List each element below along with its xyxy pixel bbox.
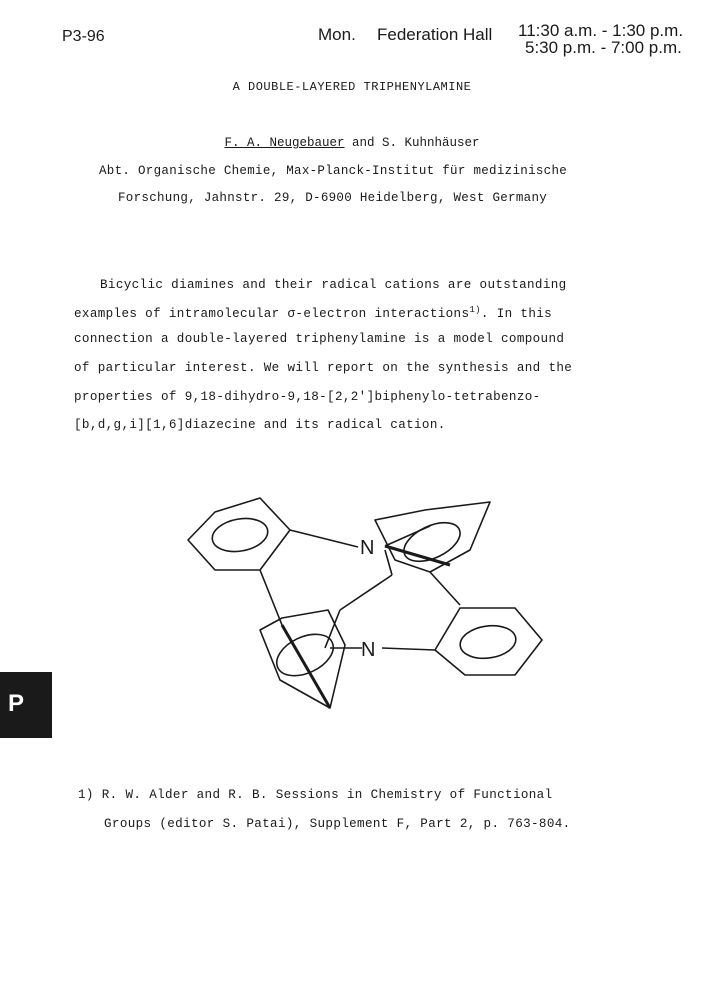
nitrogen-atom-bottom: N [361, 639, 376, 661]
body-line-4: of particular interest. We will report on the synthesis and the [74, 361, 573, 375]
body-line-6: [b,d,g,i][1,6]diazecine and its radical cation. [74, 418, 446, 432]
bond [385, 526, 430, 546]
body-line-3: connection a double-layered triphenylamine is a model compound [74, 332, 565, 346]
section-tab [0, 672, 52, 738]
aromatic-circle [210, 514, 271, 555]
authors-line [0, 136, 704, 150]
body-line-5: properties of 9,18-dihydro-9,18-[2,2']biphenylo-tetrabenzo- [74, 390, 541, 404]
bond [290, 530, 358, 547]
session-time-1: 11:30 a.m. - 1:30 p.m. [518, 21, 684, 40]
author-2: S. Kuhnhäuser [382, 136, 480, 150]
affiliation-line-1: Abt. Organische Chemie, Max-Planck-Institut für medizinische [99, 164, 568, 178]
bond [340, 575, 392, 610]
bond [382, 648, 435, 650]
body-ref-marker: 1) [469, 305, 481, 315]
paper-title: A DOUBLE-LAYERED TRIPHENYLAMINE [232, 80, 472, 94]
body-line-1: Bicyclic diamines and their radical cations are outstanding [100, 278, 567, 292]
session-venue: Federation Hall [377, 25, 493, 44]
reference-line-2: Groups (editor S. Patai), Supplement F, Part 2, p. 763-804. [104, 817, 571, 831]
bond [282, 625, 330, 708]
aromatic-circle [270, 626, 340, 684]
session-time-2: 5:30 p.m. - 7:00 p.m. [525, 38, 682, 57]
session-day: Mon. [318, 25, 356, 44]
affiliation-line-2: Forschung, Jahnstr. 29, D-6900 Heidelberg, West Germany [118, 191, 548, 205]
reference-line-1 [78, 788, 552, 802]
author-1: F. A. Neugebauer [224, 136, 345, 150]
benzene-ring-top-right [375, 502, 490, 572]
section-tab-label: P [8, 690, 25, 717]
reference-text-1: R. W. Alder and R. B. Sessions in Chemistry of Functional [101, 788, 553, 802]
body-line-2-text: examples of intramolecular σ-electron interactions [74, 307, 470, 322]
body-line-2-tail: . In this [480, 307, 553, 322]
aromatic-circle [458, 622, 518, 661]
chemical-structure [180, 490, 560, 720]
bond [260, 570, 282, 625]
benzene-ring-top-left [188, 498, 290, 570]
bond [385, 550, 392, 575]
nitrogen-atom-top: N [360, 537, 375, 559]
reference-number: 1) [78, 788, 94, 802]
benzene-ring-bottom-right [435, 608, 542, 675]
author-separator: and [351, 136, 375, 150]
session-code: P3-96 [62, 28, 105, 45]
body-line-2 [74, 305, 552, 321]
bond [430, 572, 460, 605]
